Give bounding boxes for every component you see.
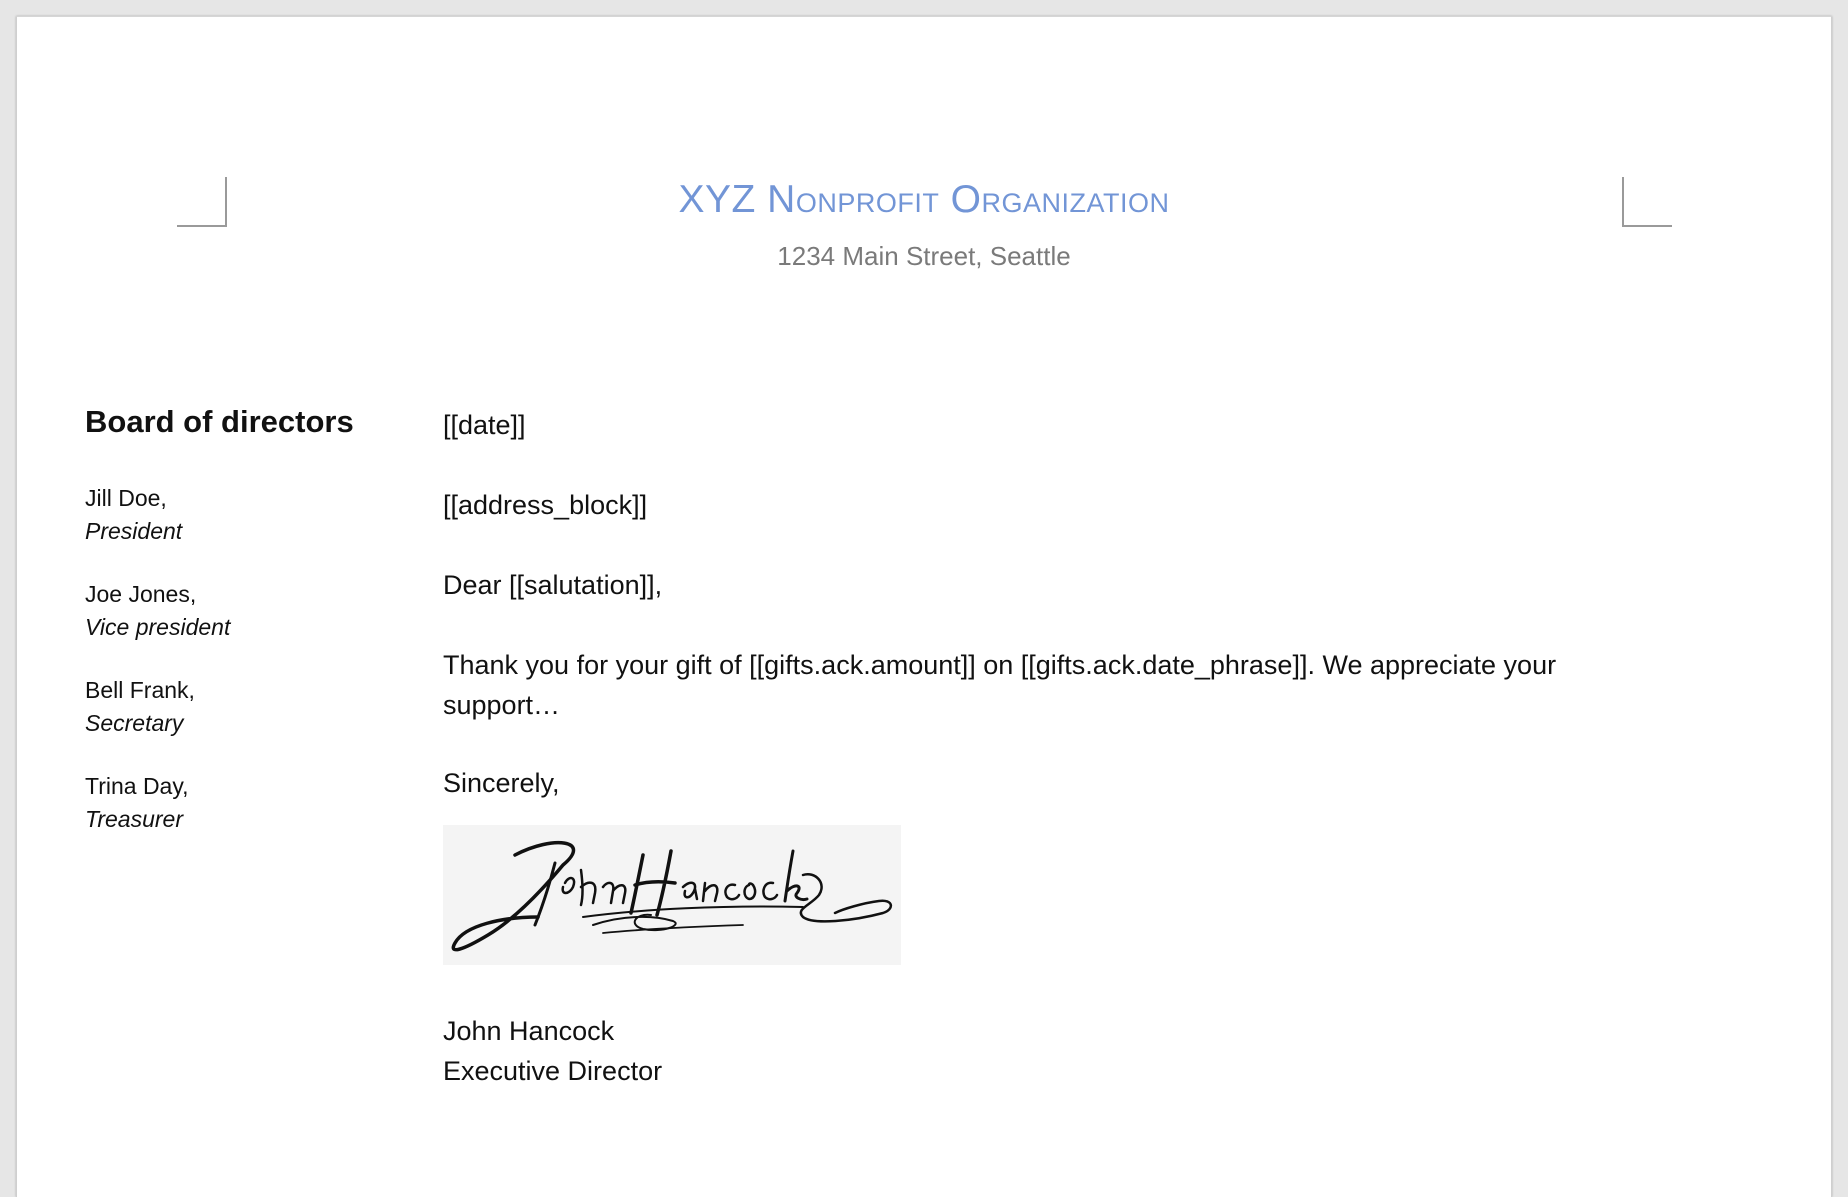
letter-body [443,405,1673,1091]
organization-address: 1234 Main Street, Seattle [777,241,1071,271]
document-page [16,16,1832,1197]
member-name: Joe Jones, [85,581,197,607]
board-member [85,578,415,644]
board-member [85,674,415,740]
member-role: President [85,518,183,544]
signature-graphic [443,825,901,965]
signature-image [443,825,901,965]
member-role: Treasurer [85,806,183,832]
salutation: Dear [[salutation]], [443,570,663,600]
letter-paragraph: Thank you for your gift of [[gifts.ack.amount]] on [[gifts.ack.date_phrase]]. We appreciate your support… [443,650,1557,720]
member-name: Trina Day, [85,773,189,799]
date-field: [[date]] [443,410,526,440]
member-role: Secretary [85,710,184,736]
organization-name: XYZ Nonprofit Organization [678,178,1170,221]
board-member [85,482,415,548]
member-name: Jill Doe, [85,485,167,511]
signer-title: Executive Director [443,1056,663,1086]
board-title: Board of directors [85,404,354,439]
board-member [85,770,415,836]
address-block-field: [[address_block]] [443,490,648,520]
closing: Sincerely, [443,768,560,798]
member-name: Bell Frank, [85,677,195,703]
board-sidebar [85,402,415,866]
member-role: Vice president [85,614,231,640]
signer-name: John Hancock [443,1016,615,1046]
